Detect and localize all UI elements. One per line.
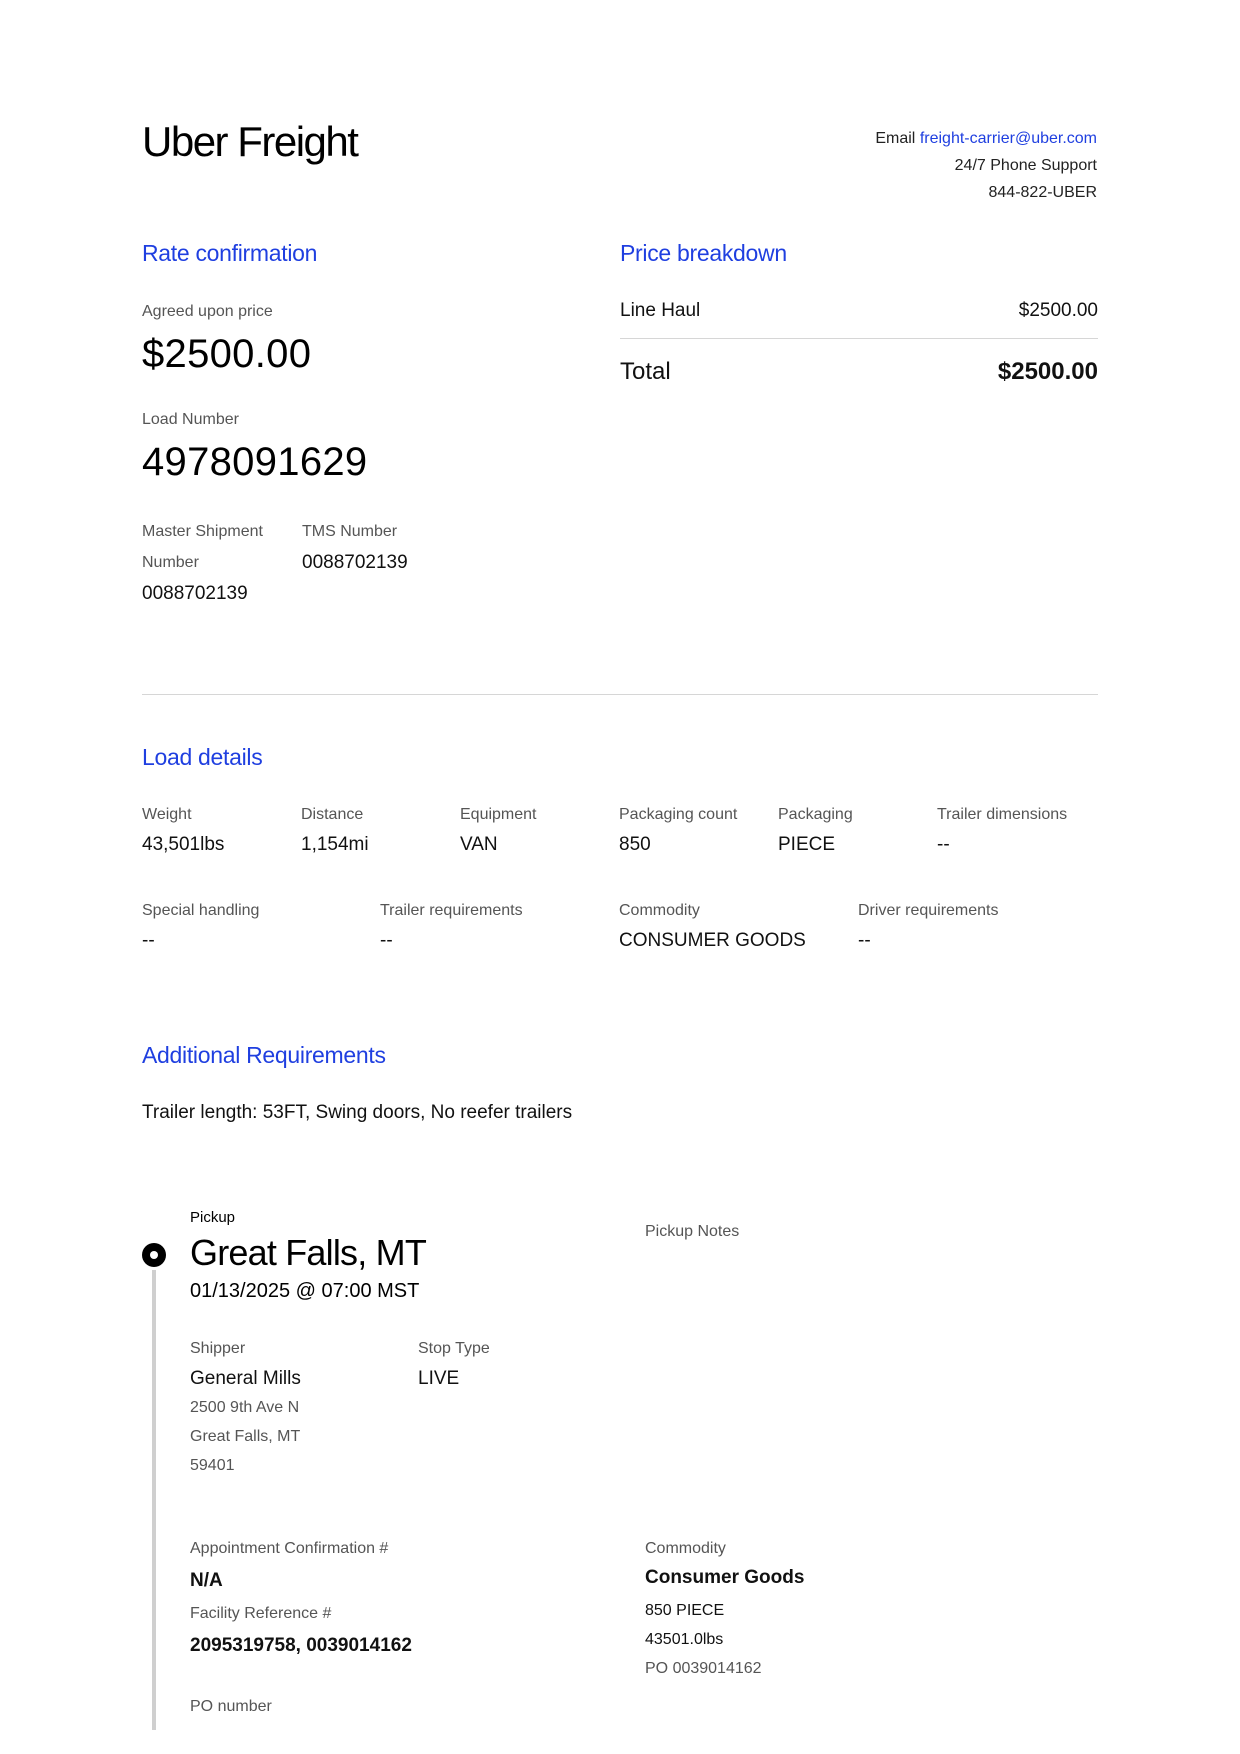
tms-number-value: 0088702139 (302, 552, 408, 573)
distance-label: Distance (301, 806, 364, 823)
shipper-address-line2: Great Falls, MT (190, 1428, 301, 1445)
contact-email-line (875, 130, 1097, 148)
pickup-datetime: 01/13/2025 @ 07:00 MST (190, 1280, 420, 1302)
price-breakdown-heading: Price breakdown (620, 240, 787, 266)
master-shipment-label-line2: Number (142, 554, 199, 571)
distance-field (301, 806, 369, 856)
driver-requirements-label: Driver requirements (858, 902, 999, 919)
appointment-confirmation-value: N/A (190, 1570, 223, 1591)
pickup-notes-label: Pickup Notes (645, 1223, 740, 1240)
equipment-field (460, 806, 537, 856)
packaging-count-value: 850 (619, 834, 651, 855)
timeline-line (152, 1270, 156, 1730)
packaging-label: Packaging (778, 806, 853, 823)
special-handling-label: Special handling (142, 902, 260, 919)
packaging-count-label: Packaging count (619, 806, 738, 823)
trailer-dimensions-label: Trailer dimensions (937, 806, 1068, 823)
pickup-commodity-weight: 43501.0lbs (645, 1631, 724, 1648)
pickup-commodity-label: Commodity (645, 1540, 726, 1557)
email-label: Email (875, 130, 916, 147)
pickup-commodity-po: PO 0039014162 (645, 1660, 762, 1677)
appointment-confirmation-label: Appointment Confirmation # (190, 1540, 389, 1557)
total-row (620, 358, 1098, 386)
stop-marker-icon (142, 1243, 166, 1267)
line-haul-value: $2500.00 (1018, 300, 1098, 321)
trailer-requirements-label: Trailer requirements (380, 902, 523, 919)
master-shipment-value: 0088702139 (142, 583, 248, 604)
commodity-field (619, 902, 806, 952)
special-handling-field (142, 902, 259, 952)
pickup-label: Pickup (190, 1209, 236, 1226)
facility-reference-value: 2095319758, 0039014162 (190, 1635, 412, 1656)
phone-number: 844-822-UBER (988, 184, 1097, 201)
trailer-requirements-field (380, 902, 523, 952)
pickup-commodity-quantity: 850 PIECE (645, 1602, 725, 1619)
agreed-price-value: $2500.00 (142, 332, 312, 376)
packaging-value: PIECE (778, 834, 836, 855)
weight-field (142, 806, 224, 856)
price-divider (620, 338, 1098, 339)
section-divider (142, 694, 1098, 695)
trailer-dimensions-value: -- (937, 834, 950, 855)
stop-type-value: LIVE (418, 1368, 460, 1389)
driver-requirements-value: -- (858, 930, 871, 951)
shipper-name: General Mills (190, 1368, 301, 1389)
line-haul-row (620, 300, 1098, 322)
stop-type-label: Stop Type (418, 1340, 490, 1357)
shipper-address-line1: 2500 9th Ave N (190, 1399, 300, 1416)
equipment-label: Equipment (460, 806, 537, 823)
email-link[interactable]: freight-carrier@uber.com (919, 130, 1097, 147)
shipper-zip: 59401 (190, 1457, 235, 1474)
total-value: $2500.00 (997, 358, 1098, 385)
special-handling-value: -- (142, 930, 155, 951)
facility-reference-label: Facility Reference # (190, 1605, 332, 1622)
load-details-heading: Load details (142, 744, 263, 770)
trailer-dimensions-field (937, 806, 1067, 856)
pickup-commodity-name: Consumer Goods (645, 1567, 805, 1588)
packaging-count-field (619, 806, 737, 856)
weight-label: Weight (142, 806, 192, 823)
equipment-value: VAN (460, 834, 498, 855)
commodity-value: CONSUMER GOODS (619, 930, 806, 951)
total-label: Total (620, 358, 671, 385)
rate-confirmation-heading: Rate confirmation (142, 240, 318, 266)
agreed-price-label: Agreed upon price (142, 303, 273, 320)
company-logo: Uber Freight (142, 118, 358, 165)
driver-requirements-field (858, 902, 998, 952)
distance-value: 1,154mi (301, 834, 369, 855)
weight-value: 43,501lbs (142, 834, 225, 855)
pickup-city: Great Falls, MT (190, 1232, 427, 1273)
master-shipment-label-line1: Master Shipment (142, 523, 263, 540)
tms-number-label: TMS Number (302, 523, 398, 540)
load-number-value: 4978091629 (142, 440, 368, 484)
load-number-label: Load Number (142, 411, 239, 428)
additional-requirements-text: Trailer length: 53FT, Swing doors, No reefer trailers (142, 1102, 573, 1123)
packaging-field (778, 806, 853, 856)
po-number-label: PO number (190, 1698, 272, 1715)
phone-label: 24/7 Phone Support (954, 157, 1097, 174)
commodity-label: Commodity (619, 902, 700, 919)
trailer-requirements-value: -- (380, 930, 393, 951)
additional-requirements-heading: Additional Requirements (142, 1042, 386, 1068)
shipper-label: Shipper (190, 1340, 246, 1357)
line-haul-label: Line Haul (620, 300, 701, 321)
